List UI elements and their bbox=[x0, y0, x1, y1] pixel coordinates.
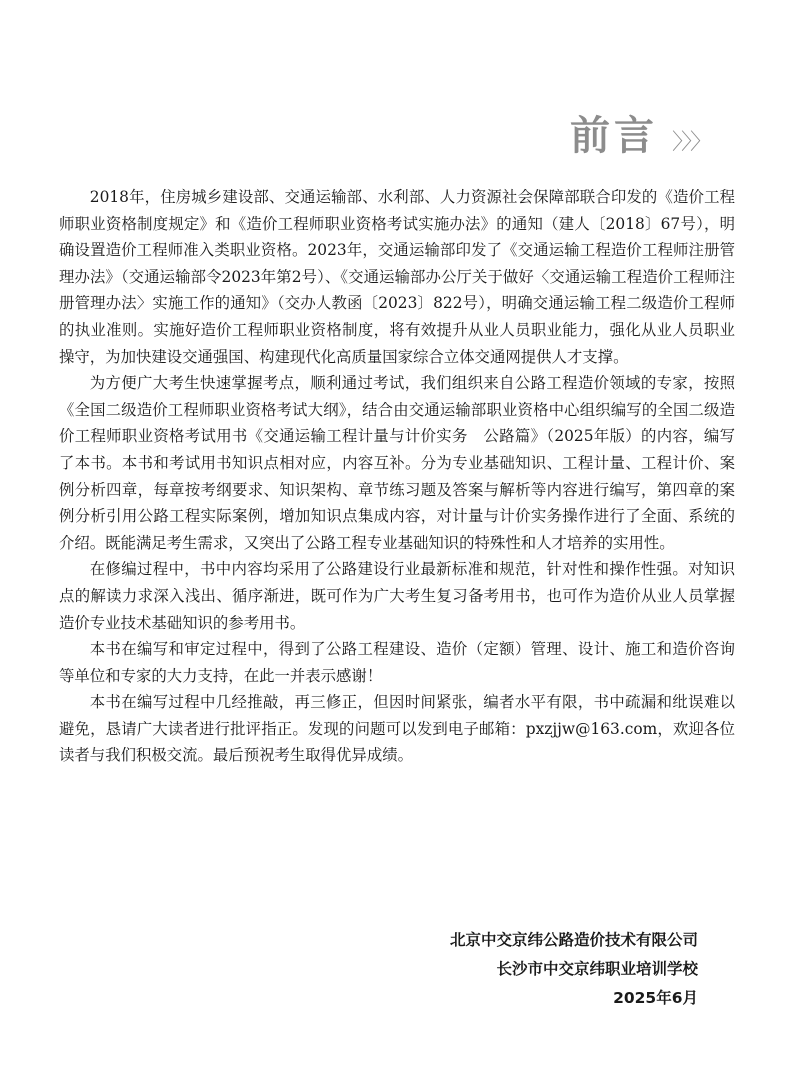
chevron-right-icon: 〉〉〉 bbox=[671, 130, 710, 155]
signature-org-2: 长沙市中交京纬职业培训学校 bbox=[496, 960, 698, 978]
paragraph-5: 本书在编写过程中几经推敲，再三修正，但因时间紧张，编者水平有限，书中疏漏和纰误难以避免，恳请广大读者进行批评指正。发现的问题可以发到电子邮箱：pxzjjw@163.com，欢迎各位读者与我们积极交流。最后预祝考生取得优异成绩。 bbox=[59, 693, 735, 765]
signature-date: 2025年6月 bbox=[613, 989, 698, 1007]
paragraph-1: 2018年，住房城乡建设部、交通运输部、水利部、人力资源社会保障部联合印发的《造价工程师职业资格制度规定》和《造价工程师职业资格考试实施办法》的通知（建人〔2018〕67号），明确设置造价工程师准入类职业资格。2023年，交通运输部印发了《交通运输工程造价工程师注册管理办法》（交通运输部令2023年第2号）、《交通运输部办公厅关于做好〈交通运输工程造价工程师注册管理办法〉实施工作的通知》（交办人教函〔2023〕822号），明确交通运输工程二级造价工程师的执业准则。实施好造价工程师职业资格制度，将有效提升从业人员职业能力，强化从业人员职业操守，为加快建设交通强国、构建现代化高质量国家综合立体交通网提供人才支撑。 bbox=[59, 188, 735, 366]
paragraph-2: 为方便广大考生快速掌握考点，顺利通过考试，我们组织来自公路工程造价领域的专家，按照《全国二级造价工程师职业资格考试大纲》，结合由交通运输部职业资格中心组织编写的全国二级造价工程师职业资格考试用书《交通运输工程计量与计价实务 公路篇》（2025年版）的内容，编写了本书。本书和考试用书知识点相对应，内容互补。分为专业基础知识、工程计量、工程计价、案例分析四章，每章按考纲要求、知识架构、章节练习题及答案与解析等内容进行编写，第四章的案例分析引用公路工程实际案例，增加知识点集成内容，对计量与计价实务操作进行了全面、系统的介绍。既能满足考生需求，又突出了公路工程专业基础知识的特殊性和人才培养的实用性。 bbox=[59, 374, 735, 552]
preface-body bbox=[59, 184, 735, 769]
paragraph-4: 本书在编写和审定过程中，得到了公路工程建设、造价（定额）管理、设计、施工和造价咨询等单位和专家的大力支持，在此一并表示感谢！ bbox=[59, 640, 735, 685]
paragraph-3: 在修编过程中，书中内容均采用了公路建设行业最新标准和规范，针对性和操作性强。对知识点的解读力求深入浅出、循序渐进，既可作为广大考生复习备考用书，也可作为造价从业人员掌握造价专业技术基础知识的参考用书。 bbox=[59, 560, 735, 632]
signature-block bbox=[450, 926, 698, 1013]
signature-org-1: 北京中交京纬公路造价技术有限公司 bbox=[449, 931, 698, 949]
page-title: 前言 bbox=[569, 113, 658, 159]
preface-heading bbox=[570, 104, 710, 161]
